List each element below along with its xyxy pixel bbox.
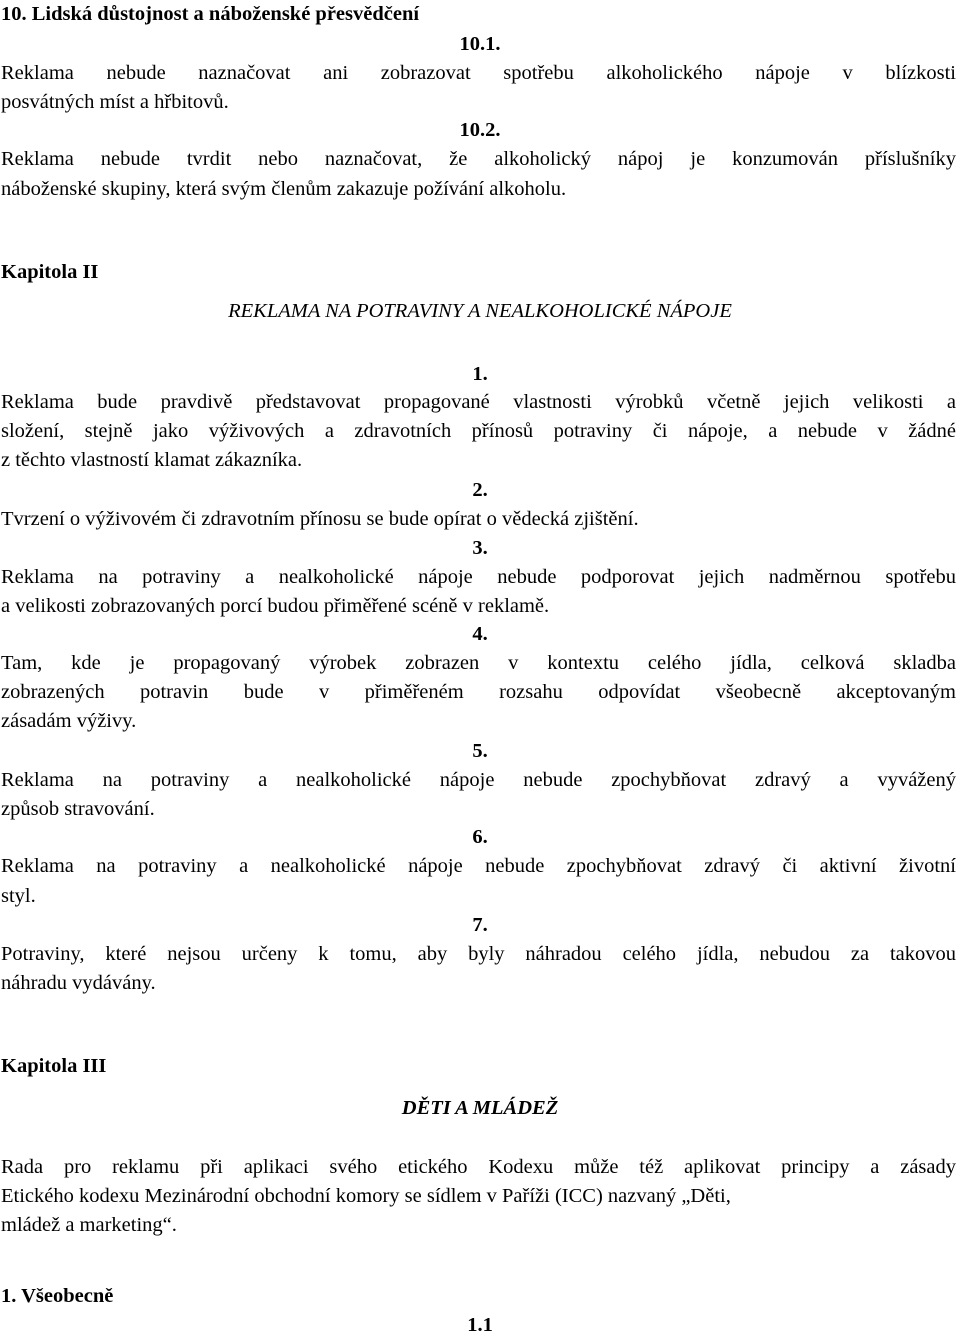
chapter-2-label: Kapitola II bbox=[1, 261, 99, 283]
item-1-line-2: složení, stejně jako výživových a zdravotních přínosů potraviny či nápoje, a nebude v žádné bbox=[1, 420, 956, 442]
item-number-4: 4. bbox=[472, 623, 488, 645]
item-2-line-1: Tvrzení o výživovém či zdravotním přínosu se bude opírat o vědecká zjištění. bbox=[1, 508, 639, 530]
item-number-7: 7. bbox=[472, 914, 488, 936]
chapter-2-heading: REKLAMA NA POTRAVINY A NEALKOHOLICKÉ NÁPOJE bbox=[228, 300, 732, 322]
item-5-line-1: Reklama na potraviny a nealkoholické nápoje nebude zpochybňovat zdravý a vyvážený bbox=[1, 769, 956, 791]
subsection-title: 1. Všeobecně bbox=[1, 1285, 114, 1307]
chapter-3-intro-line-3: mládež a marketing“. bbox=[1, 1214, 177, 1236]
item-number-10-2: 10.2. bbox=[459, 119, 501, 141]
item-3-line-1: Reklama na potraviny a nealkoholické nápoje nebude podporovat jejich nadměrnou spotřebu bbox=[1, 566, 956, 588]
item-10-1-line-1: Reklama nebude naznačovat ani zobrazovat spotřebu alkoholického nápoje v blízkosti bbox=[1, 62, 956, 84]
item-7-line-1: Potraviny, které nejsou určeny k tomu, aby byly náhradou celého jídla, nebudou za takovou bbox=[1, 943, 956, 965]
item-7-line-2: náhradu vydávány. bbox=[1, 972, 156, 994]
item-10-2-line-1: Reklama nebude tvrdit nebo naznačovat, že alkoholický nápoj je konzumován příslušníky bbox=[1, 148, 956, 170]
item-4-line-1: Tam, kde je propagovaný výrobek zobrazen v kontextu celého jídla, celková skladba bbox=[1, 652, 956, 674]
item-6-line-2: styl. bbox=[1, 885, 36, 907]
item-1-line-1: Reklama bude pravdivě představovat propagované vlastnosti výrobků včetně jejich velikosti a bbox=[1, 391, 956, 413]
chapter-3-intro-line-1: Rada pro reklamu při aplikaci svého etického Kodexu může též aplikovat principy a zásady bbox=[1, 1156, 956, 1178]
chapter-3-intro-line-2: Etického kodexu Mezinárodní obchodní komory se sídlem v Paříži (ICC) nazvaný „Děti, bbox=[1, 1185, 731, 1207]
item-4-line-3: zásadám výživy. bbox=[1, 710, 137, 732]
item-6-line-1: Reklama na potraviny a nealkoholické nápoje nebude zpochybňovat zdravý či aktivní životní bbox=[1, 855, 956, 877]
section-10-title: 10. Lidská důstojnost a náboženské přesvědčení bbox=[1, 3, 420, 25]
item-number-3: 3. bbox=[472, 537, 488, 559]
item-3-line-2: a velikosti zobrazovaných porcí budou přiměřené scéně v reklamě. bbox=[1, 595, 550, 617]
item-number-10-1: 10.1. bbox=[459, 33, 501, 55]
subsection-number: 1.1 bbox=[467, 1314, 493, 1336]
item-number-2: 2. bbox=[472, 479, 488, 501]
item-10-1-line-2: posvátných míst a hřbitovů. bbox=[1, 91, 229, 113]
item-5-line-2: způsob stravování. bbox=[1, 798, 155, 820]
item-number-6: 6. bbox=[472, 826, 488, 848]
item-1-line-3: z těchto vlastností klamat zákazníka. bbox=[1, 449, 303, 471]
chapter-3-heading: DĚTI A MLÁDEŽ bbox=[401, 1097, 559, 1119]
item-number-1: 1. bbox=[472, 363, 488, 385]
item-number-5: 5. bbox=[472, 740, 488, 762]
item-10-2-line-2: náboženské skupiny, která svým členům zakazuje požívání alkoholu. bbox=[1, 178, 567, 200]
chapter-3-label: Kapitola III bbox=[1, 1055, 107, 1077]
item-4-line-2: zobrazených potravin bude v přiměřeném rozsahu odpovídat všeobecně akceptovaným bbox=[1, 681, 956, 703]
